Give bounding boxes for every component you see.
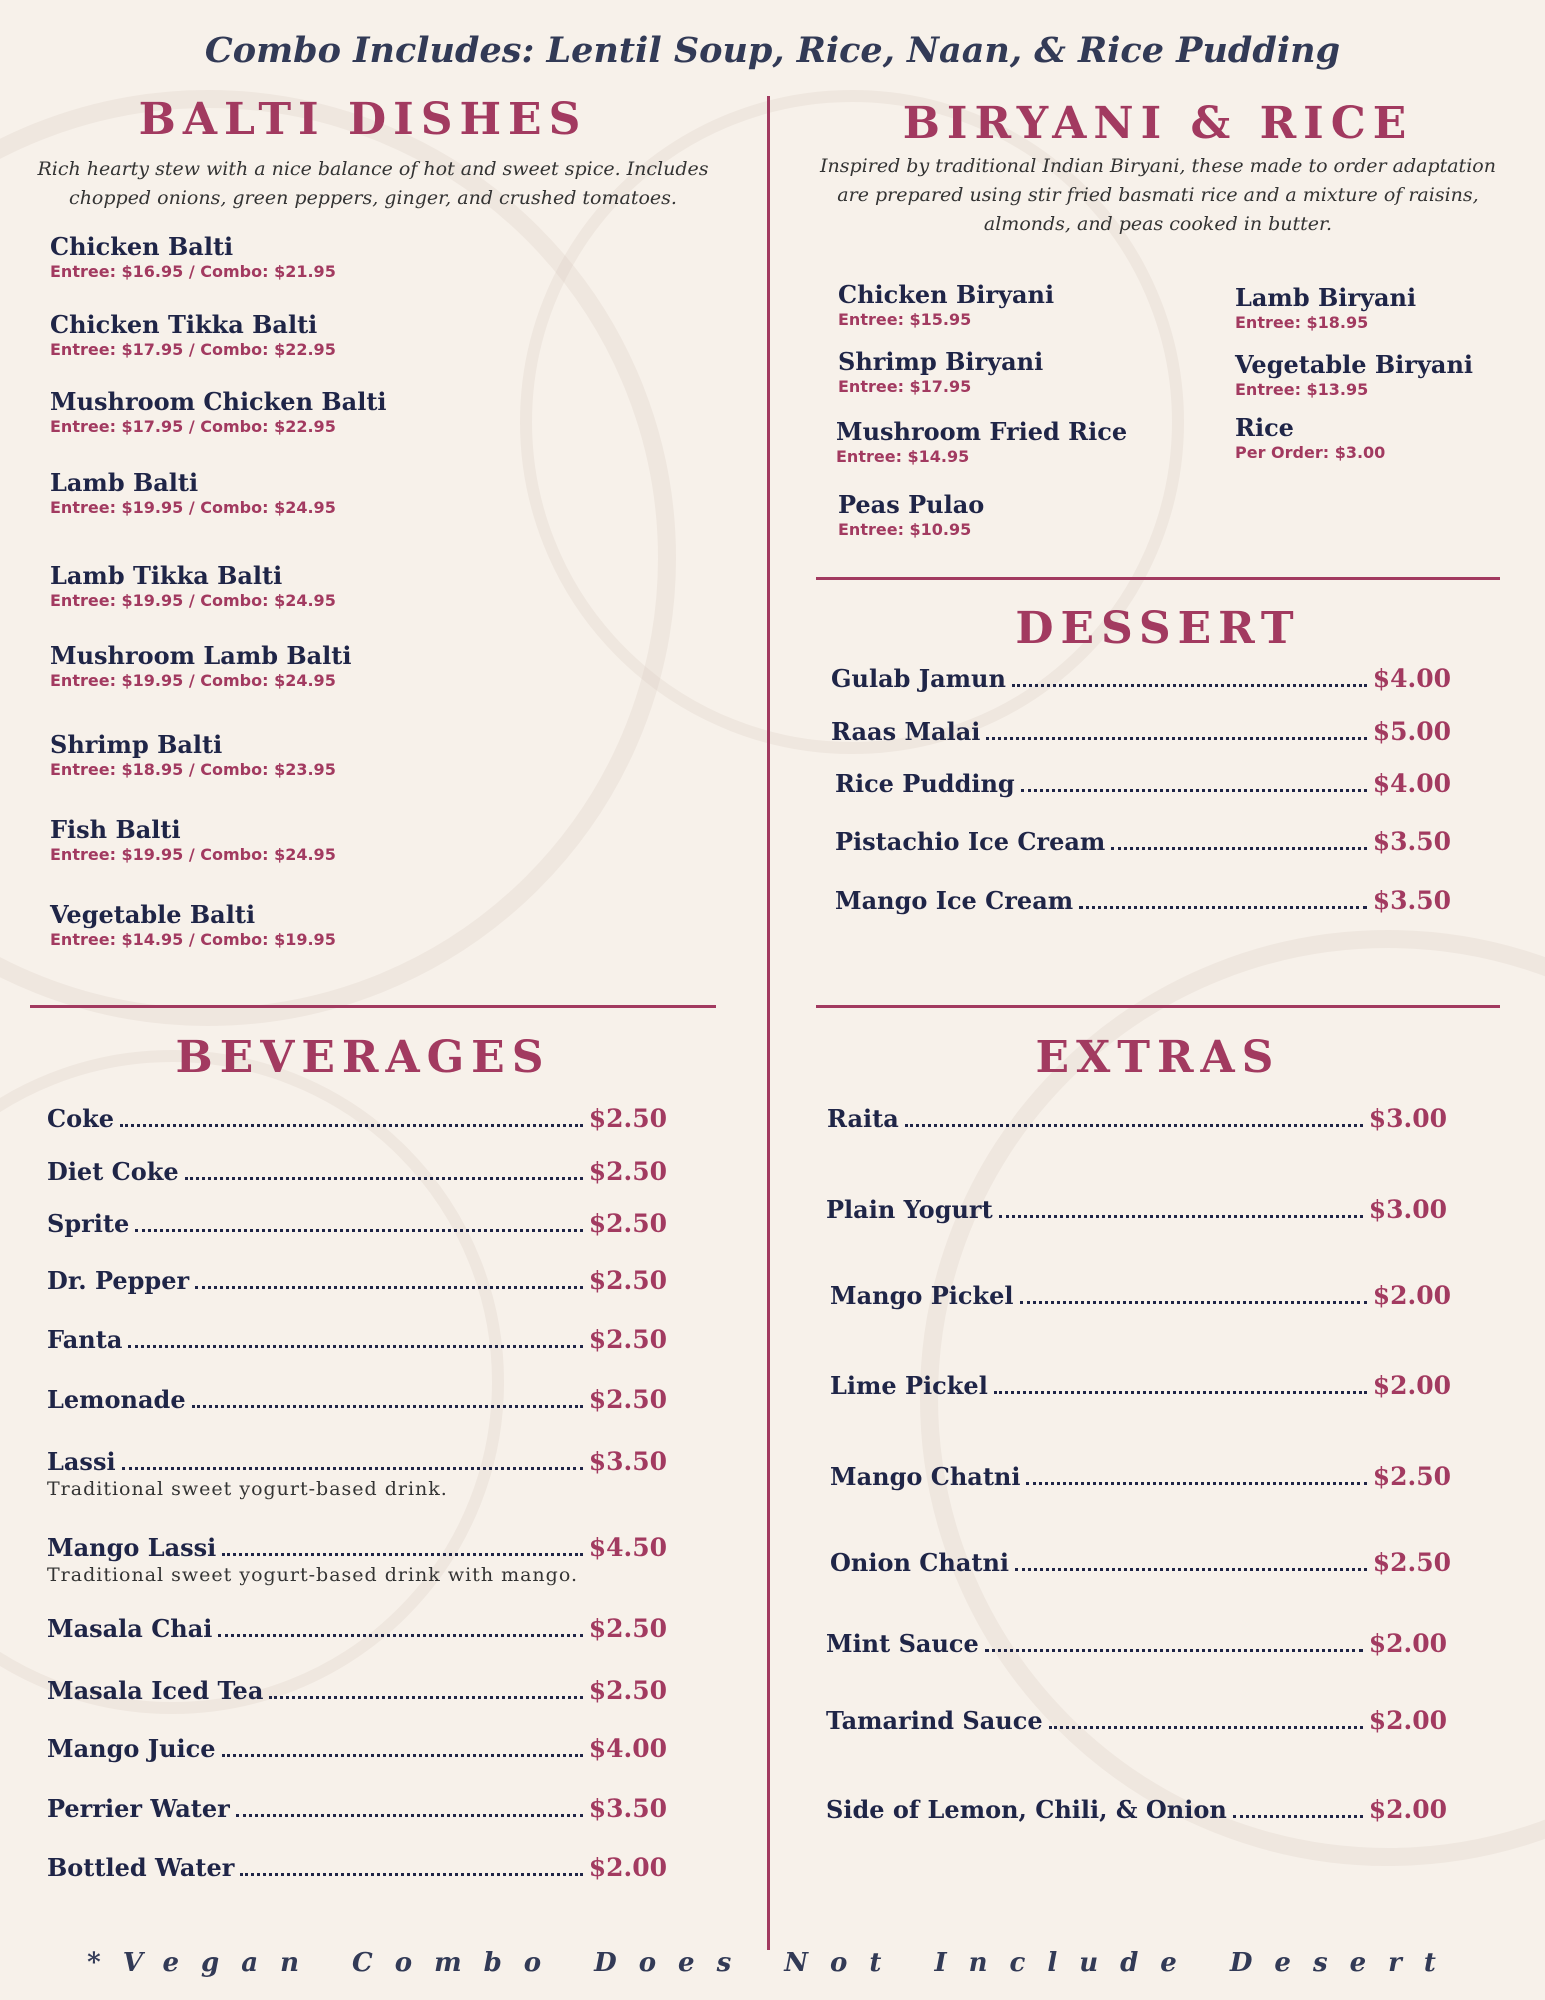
dish-name: Mango Chatni	[830, 1462, 1021, 1491]
dish-name: Pistachio Ice Cream	[835, 827, 1106, 856]
leader-dots	[240, 1873, 582, 1876]
menu-item	[835, 886, 1451, 915]
dish-price: $2.00	[1368, 1795, 1447, 1824]
dish-price: Entree: $19.95 / Combo: $24.95	[50, 591, 336, 610]
dish-name: Lemonade	[47, 1385, 186, 1414]
menu-item	[47, 1447, 667, 1476]
menu-item	[47, 1157, 667, 1186]
leader-dots	[192, 1405, 583, 1408]
dish-price: $2.50	[588, 1325, 667, 1354]
menu-item	[50, 561, 336, 611]
dish-price: $2.50	[588, 1385, 667, 1414]
dish-price: $2.50	[588, 1209, 667, 1238]
dish-price: $3.50	[588, 1794, 667, 1823]
dish-price: Entree: $19.95 / Combo: $24.95	[50, 845, 336, 864]
dish-name: Mint Sauce	[826, 1629, 979, 1658]
dish-price: $2.00	[588, 1853, 667, 1882]
menu-item	[1235, 350, 1473, 400]
dish-price: Entree: $16.95 / Combo: $21.95	[50, 262, 336, 281]
leader-dots	[222, 1553, 582, 1556]
leader-dots	[1026, 1482, 1366, 1485]
dish-name: Rice	[1235, 413, 1294, 442]
menu-item	[1235, 283, 1416, 333]
leader-dots	[1233, 1815, 1363, 1818]
menu-item	[835, 827, 1451, 856]
dish-price: Entree: $17.95	[838, 377, 972, 396]
dish-price: $2.50	[1372, 1462, 1451, 1491]
dish-name: Gulab Jamun	[831, 664, 1006, 693]
section-divider	[30, 1005, 716, 1008]
dish-name: Mushroom Fried Rice	[836, 417, 1128, 446]
dish-name: Chicken Biryani	[838, 280, 1055, 309]
leader-dots	[135, 1229, 582, 1232]
dish-price: $2.00	[1368, 1706, 1447, 1735]
leader-dots	[905, 1124, 1363, 1127]
menu-item	[47, 1533, 667, 1562]
dish-name: Diet Coke	[47, 1157, 179, 1186]
dish-name: Vegetable Biryani	[1235, 350, 1474, 379]
menu-item	[830, 1548, 1451, 1577]
dish-name: Vegetable Balti	[50, 900, 256, 929]
menu-item	[835, 769, 1451, 798]
leader-dots	[122, 1467, 583, 1470]
dish-price: Entree: $18.95 / Combo: $23.95	[50, 760, 336, 779]
dish-name: Mushroom Chicken Balti	[50, 387, 387, 416]
dish-price: $2.50	[588, 1266, 667, 1295]
menu-item	[50, 900, 336, 950]
dish-price: Entree: $14.95	[836, 447, 970, 466]
menu-item	[47, 1385, 667, 1414]
leader-dots	[1021, 789, 1367, 792]
leader-dots	[1020, 1301, 1367, 1304]
leader-dots	[185, 1177, 583, 1180]
dish-price: $2.50	[588, 1614, 667, 1643]
item-note: Traditional sweet yogurt-based drink with mango.	[47, 1564, 578, 1586]
dish-price: Entree: $17.95 / Combo: $22.95	[50, 417, 336, 436]
dish-price: $3.00	[1368, 1195, 1447, 1224]
menu-item	[826, 1629, 1447, 1658]
leader-dots	[236, 1814, 583, 1817]
dish-name: Perrier Water	[47, 1794, 230, 1823]
dish-name: Coke	[47, 1104, 115, 1133]
dish-price: $2.50	[588, 1676, 667, 1705]
dish-name: Mango Lassi	[47, 1533, 217, 1562]
vegan-footnote: *Vegan Combo Does Not Include Desert	[87, 1948, 1458, 1978]
menu-item	[826, 1195, 1447, 1224]
dish-name: Tamarind Sauce	[826, 1706, 1043, 1735]
dish-price: $4.50	[588, 1533, 667, 1562]
dish-name: Raita	[827, 1104, 899, 1133]
leader-dots	[1012, 684, 1367, 687]
menu-item	[831, 717, 1451, 746]
menu-item	[47, 1209, 667, 1238]
dish-price: $2.00	[1372, 1371, 1451, 1400]
dish-name: Lime Pickel	[830, 1371, 988, 1400]
dish-name: Fish Balti	[50, 815, 181, 844]
menu-item	[830, 1281, 1451, 1310]
leader-dots	[222, 1754, 583, 1757]
leader-dots	[1015, 1568, 1367, 1571]
menu-item	[47, 1734, 667, 1763]
dish-name: Mango Juice	[47, 1734, 216, 1763]
dish-name: Masala Iced Tea	[47, 1676, 264, 1705]
dish-price: $3.50	[1372, 886, 1451, 915]
dish-price: Entree: $13.95	[1235, 380, 1369, 399]
balti-description: Rich hearty stew with a nice balance of hot and sweet spice. Includes chopped onions, green peppers, ginger, and crushed tomatoes.	[37, 158, 709, 209]
biryani-title: BIRYANI & RICE	[902, 98, 1414, 149]
dish-price: Entree: $10.95	[838, 520, 972, 539]
dish-name: Chicken Tikka Balti	[50, 310, 318, 339]
menu-item	[50, 815, 336, 865]
menu-item	[47, 1325, 667, 1354]
menu-item	[47, 1853, 667, 1882]
combo-note: Combo Includes: Lentil Soup, Rice, Naan, & Rice Pudding	[204, 30, 1341, 71]
menu-item	[1235, 413, 1385, 463]
dish-name: Lamb Balti	[50, 468, 199, 497]
menu-item	[838, 490, 984, 540]
leader-dots	[985, 1649, 1363, 1652]
dish-name: Lamb Tikka Balti	[50, 561, 283, 590]
dish-price: $5.00	[1372, 717, 1451, 746]
dish-price: $2.00	[1372, 1281, 1451, 1310]
dish-name: Raas Malai	[831, 717, 981, 746]
menu-item	[47, 1104, 667, 1133]
balti-title: BALTI DISHES	[138, 94, 588, 145]
menu-item	[50, 232, 336, 282]
dish-price: $4.00	[1372, 769, 1451, 798]
leader-dots	[120, 1124, 583, 1127]
dish-name: Side of Lemon, Chili, & Onion	[826, 1795, 1227, 1824]
leader-dots	[218, 1634, 582, 1637]
dish-name: Shrimp Biryani	[838, 347, 1044, 376]
dish-price: Entree: $14.95 / Combo: $19.95	[50, 930, 336, 949]
dish-price: Entree: $17.95 / Combo: $22.95	[50, 340, 336, 359]
dessert-title: DESSERT	[1015, 603, 1301, 654]
dish-name: Shrimp Balti	[50, 730, 223, 759]
menu-item	[831, 664, 1451, 693]
dish-name: Peas Pulao	[838, 490, 985, 519]
dish-name: Onion Chatni	[830, 1548, 1010, 1577]
menu-item	[50, 310, 336, 360]
menu-item	[47, 1266, 667, 1295]
menu-item	[826, 1706, 1447, 1735]
dish-name: Chicken Balti	[50, 232, 234, 261]
dish-price: $4.00	[1372, 664, 1451, 693]
dish-price: Entree: $18.95	[1235, 313, 1369, 332]
dish-price: $4.00	[588, 1734, 667, 1763]
dish-price: $2.50	[1372, 1548, 1451, 1577]
dish-price: Entree: $19.95 / Combo: $24.95	[50, 498, 336, 517]
extras-title: EXTRAS	[1035, 1032, 1281, 1083]
leader-dots	[1049, 1726, 1363, 1729]
menu-item	[838, 280, 1054, 330]
dish-price: $2.50	[588, 1104, 667, 1133]
menu-item	[826, 1795, 1447, 1824]
leader-dots	[269, 1696, 582, 1699]
dish-name: Bottled Water	[47, 1853, 235, 1882]
dish-name: Dr. Pepper	[47, 1266, 190, 1295]
beverages-title: BEVERAGES	[175, 1032, 551, 1083]
biryani-description: Inspired by traditional Indian Biryani, these made to order adaptation are prepared using stir fried basmati rice and a mixture of raisins, almonds, and peas cooked in butter.	[820, 155, 1496, 235]
section-divider	[816, 1005, 1500, 1008]
menu-item	[830, 1371, 1451, 1400]
menu-item	[830, 1462, 1451, 1491]
dish-name: Mango Ice Cream	[835, 886, 1074, 915]
dish-name: Lamb Biryani	[1235, 283, 1417, 312]
dish-price: $3.00	[1368, 1104, 1447, 1133]
dish-name: Masala Chai	[47, 1614, 213, 1643]
dish-price: $2.00	[1368, 1629, 1447, 1658]
dish-name: Mango Pickel	[830, 1281, 1014, 1310]
dish-name: Sprite	[47, 1209, 130, 1238]
dish-price: Per Order: $3.00	[1235, 443, 1386, 462]
menu-item	[838, 347, 1043, 397]
menu-item	[47, 1676, 667, 1705]
section-divider	[816, 577, 1500, 580]
dish-price: Entree: $19.95 / Combo: $24.95	[50, 671, 336, 690]
dish-price: Entree: $15.95	[838, 310, 972, 329]
leader-dots	[1079, 906, 1367, 909]
dish-name: Lassi	[47, 1447, 116, 1476]
menu-item	[50, 387, 387, 437]
menu-item	[50, 730, 336, 780]
dish-name: Mushroom Lamb Balti	[50, 641, 352, 670]
dish-name: Plain Yogurt	[826, 1195, 993, 1224]
menu-item	[47, 1794, 667, 1823]
menu-item	[50, 641, 352, 691]
menu-item	[827, 1104, 1447, 1133]
item-note: Traditional sweet yogurt-based drink.	[47, 1478, 448, 1500]
menu-item	[50, 468, 336, 518]
leader-dots	[128, 1345, 582, 1348]
dish-name: Rice Pudding	[835, 769, 1015, 798]
menu-item	[836, 417, 1127, 467]
dish-name: Fanta	[47, 1325, 123, 1354]
leader-dots	[195, 1286, 583, 1289]
leader-dots	[986, 737, 1366, 740]
dish-price: $3.50	[588, 1447, 667, 1476]
leader-dots	[1111, 847, 1366, 850]
dish-price: $2.50	[588, 1157, 667, 1186]
menu-item	[47, 1614, 667, 1643]
leader-dots	[994, 1391, 1367, 1394]
leader-dots	[999, 1215, 1363, 1218]
column-divider	[767, 96, 770, 1950]
dish-price: $3.50	[1372, 827, 1451, 856]
